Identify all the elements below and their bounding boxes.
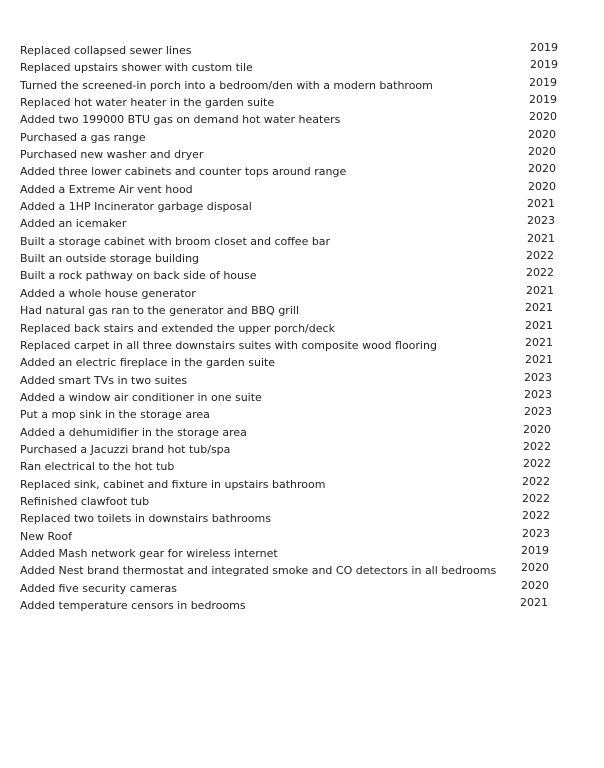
improvement-year: 2021 [525,353,553,367]
improvement-year: 2022 [526,249,554,263]
improvement-year: 2023 [522,526,550,540]
list-item [20,77,568,94]
improvement-description: Added Nest brand thermostat and integrated smoke and CO detectors in all bedrooms [20,564,497,578]
list-item [20,94,568,111]
improvement-description: Replaced two toilets in downstairs bathrooms [20,512,271,526]
improvements-list [20,42,568,614]
improvement-description: Refinished clawfoot tub [20,494,150,508]
improvement-description: Purchased a gas range [20,130,146,144]
improvement-description: Added three lower cabinets and counter tops around range [20,165,347,179]
improvement-description: Added a dehumidifier in the storage area [20,425,247,439]
list-item [20,424,568,441]
improvement-year: 2019 [521,543,549,557]
improvement-description: Built a rock pathway on back side of house [20,269,257,283]
improvement-description: Added an electric fireplace in the garden suite [20,356,276,370]
improvement-description: Replaced hot water heater in the garden suite [20,96,275,110]
improvement-year: 2020 [529,110,557,124]
improvement-year: 2023 [524,405,552,419]
improvement-year: 2019 [529,75,557,89]
improvement-year: 2021 [525,301,553,315]
improvement-year: 2022 [523,457,551,471]
improvement-description: Replaced sink, cabinet and fixture in upstairs bathroom [20,477,326,491]
improvement-description: Added smart TVs in two suites [20,373,188,387]
improvement-description: Turned the screened-in porch into a bedroom/den with a modern bathroom [20,78,433,92]
improvement-year: 2022 [522,474,550,488]
improvement-year: 2022 [526,266,554,280]
improvement-year: 2023 [527,214,555,228]
improvement-year: 2020 [523,422,551,436]
list-item [20,389,568,406]
list-item [20,198,568,215]
improvement-description: Added Mash network gear for wireless internet [20,546,278,560]
list-item [20,458,568,475]
list-item [20,597,568,614]
list-item [20,42,568,59]
improvement-description: Purchased new washer and dryer [20,148,204,162]
list-item [20,215,568,232]
improvement-description: Replaced upstairs shower with custom tile [20,61,253,75]
improvement-description: Added a whole house generator [20,286,196,300]
improvement-year: 2019 [530,41,558,54]
list-item [20,528,568,545]
list-item [20,320,568,337]
list-item [20,302,568,319]
list-item [20,233,568,250]
improvement-description: Added a window air conditioner in one suite [20,390,262,404]
improvement-year: 2021 [525,318,553,332]
list-item [20,181,568,198]
list-item [20,545,568,562]
improvement-year: 2020 [521,578,549,592]
improvement-description: Had natural gas ran to the generator and BBQ grill [20,304,300,318]
improvement-year: 2023 [524,370,552,384]
improvement-year: 2021 [525,335,553,349]
improvement-year: 2019 [530,58,558,72]
list-item [20,111,568,128]
improvement-description: Put a mop sink in the storage area [20,408,210,422]
list-item [20,285,568,302]
improvement-description: Purchased a Jacuzzi brand hot tub/spa [20,442,231,456]
improvement-description: Built an outside storage building [20,252,200,266]
list-item [20,441,568,458]
list-item [20,493,568,510]
list-item [20,562,568,579]
improvement-year: 2021 [527,197,555,211]
improvement-description: Replaced carpet in all three downstairs suites with composite wood flooring [20,338,437,352]
improvement-year: 2022 [522,491,550,505]
improvement-year: 2020 [528,162,556,176]
list-item [20,59,568,76]
list-item [20,510,568,527]
improvement-description: New Roof [20,529,72,543]
improvement-description: Added a 1HP Incinerator garbage disposal [20,200,252,214]
improvement-description: Built a storage cabinet with broom closet and coffee bar [20,234,331,248]
list-item [20,146,568,163]
list-item [20,354,568,371]
improvement-description: Added a Extreme Air vent hood [20,182,193,196]
improvement-year: 2022 [522,509,550,523]
improvement-year: 2020 [528,179,556,193]
list-item [20,163,568,180]
list-item [20,337,568,354]
improvement-description: Added temperature censors in bedrooms [20,599,246,612]
improvement-year: 2020 [521,561,549,575]
improvement-description: Ran electrical to the hot tub [20,460,175,474]
list-item [20,372,568,389]
improvement-year: 2021 [520,596,548,609]
list-item [20,580,568,597]
list-item [20,129,568,146]
improvement-year: 2023 [524,387,552,401]
improvement-description: Added an icemaker [20,217,127,231]
improvement-description: Replaced collapsed sewer lines [20,44,192,57]
improvement-year: 2021 [527,231,555,245]
improvement-year: 2020 [528,127,556,141]
list-item [20,267,568,284]
improvement-year: 2019 [529,93,557,107]
improvement-description: Added five security cameras [20,581,177,595]
list-item [20,406,568,423]
improvement-description: Added two 199000 BTU gas on demand hot water heaters [20,113,341,127]
improvement-year: 2021 [526,283,554,297]
improvement-year: 2020 [528,145,556,159]
list-item [20,476,568,493]
improvement-year: 2022 [523,439,551,453]
list-item [20,250,568,267]
improvement-description: Replaced back stairs and extended the upper porch/deck [20,321,335,335]
